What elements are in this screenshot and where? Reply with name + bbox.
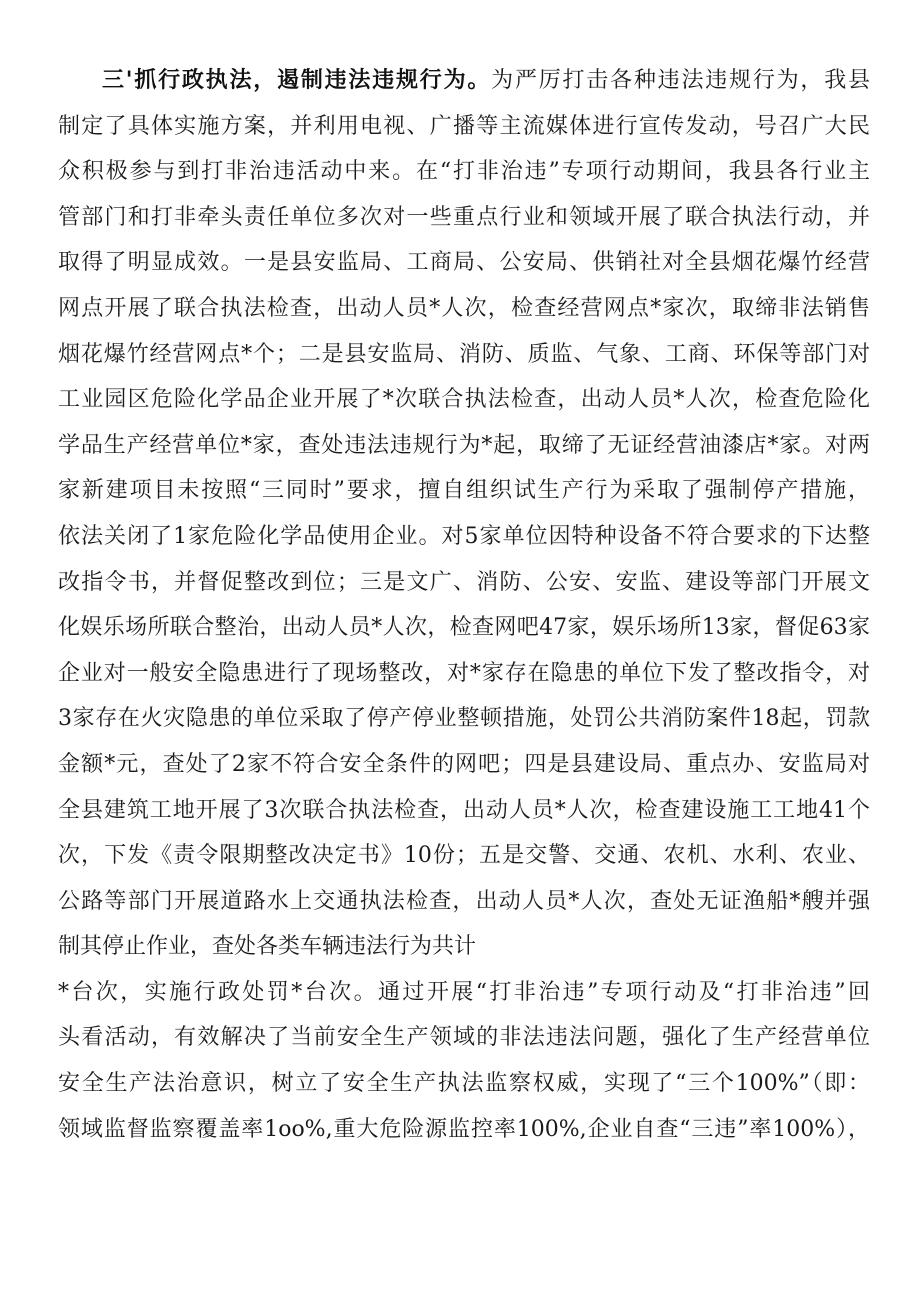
text-line-19: 公路等部门开展道路水上交通执法检查，出动人员*人次，查处无证渔船*艘并强 (58, 888, 870, 914)
text-line-3: 众积极参与到打非治违活动中来。在“打非治违”专项行动期间，我县各行业主 (58, 159, 870, 185)
text-line-20: 制其停止作业，查处各类车辆违法行为共计 (58, 934, 477, 960)
text-line-18: 次，下发《责令限期整改决定书》10份；五是交警、交通、农机、水利、农业、 (58, 843, 870, 869)
text-line-8: 工业园区危险化学品企业开展了*次联合执法检查，出动人员*人次，检查危险化 (58, 387, 870, 413)
text-line-6: 网点开展了联合执法检查，出动人员*人次，检查经营网点*家次，取缔非法销售 (58, 295, 870, 321)
text-line-22: 头看活动，有效解决了当前安全生产领域的非法违法问题，强化了生产经营单位 (58, 1025, 870, 1051)
text-line-1 (58, 58, 870, 104)
text-line-17: 全县建筑工地开展了3次联合执法检查，出动人员*人次，检查建设施工工地41个 (58, 797, 870, 823)
section-heading: 三'抓行政执法，遏制违法违规行为。 (102, 67, 492, 93)
text-line-4: 管部门和打非牵头责任单位多次对一些重点行业和领域开展了联合执法行动，并 (58, 204, 870, 230)
text-line-14: 企业对一般安全隐患进行了现场整改，对*家存在隐患的单位下发了整改指令，对 (58, 660, 870, 686)
text-line-15: 3家存在火灾隐患的单位采取了停产停业整顿措施，处罚公共消防案件18起，罚款 (58, 706, 870, 732)
text-line-9: 学品生产经营单位*家，查处违法违规行为*起，取缔了无证经营油漆店*家。对两 (58, 432, 870, 458)
text-line-13: 化娱乐场所联合整治，出动人员*人次，检查网吧47家，娱乐场所13家，督促63家 (58, 615, 870, 641)
line-text: 为严厉打击各种违法违规行为，我县 (491, 68, 870, 93)
text-line-12: 改指令书，并督促整改到位；三是文广、消防、公安、安监、建设等部门开展文 (58, 569, 870, 595)
text-line-2: 制定了具体实施方案，并利用电视、广播等主流媒体进行宣传发动，号召广大民 (58, 113, 870, 139)
text-line-10: 家新建项目未按照“三同时”要求，擅自组织试生产行为采取了强制停产措施， (58, 478, 870, 504)
text-line-5: 取得了明显成效。一是县安监局、工商局、公安局、供销社对全县烟花爆竹经营 (58, 250, 870, 276)
text-line-24: 领域监督监察覆盖率1oo%,重大危险源监控率100%,企业自查“三违”率100%）， (58, 1116, 870, 1142)
text-line-23: 安全生产法治意识，树立了安全生产执法监察权威，实现了“三个100%”（即： (58, 1071, 870, 1097)
text-line-21: *台次，实施行政处罚*台次。通过开展“打非治违”专项行动及“打非治违”回 (58, 979, 870, 1005)
text-line-11: 依法关闭了1家危险化学品使用企业。对5家单位因特种设备不符合要求的下达整 (58, 523, 870, 549)
text-line-7: 烟花爆竹经营网点*个；二是县安监局、消防、质监、气象、工商、环保等部门对 (58, 341, 870, 367)
body-paragraph (58, 58, 870, 1152)
text-line-16: 金额*元，查处了2家不符合安全条件的网吧；四是县建设局、重点办、安监局对 (58, 751, 870, 777)
